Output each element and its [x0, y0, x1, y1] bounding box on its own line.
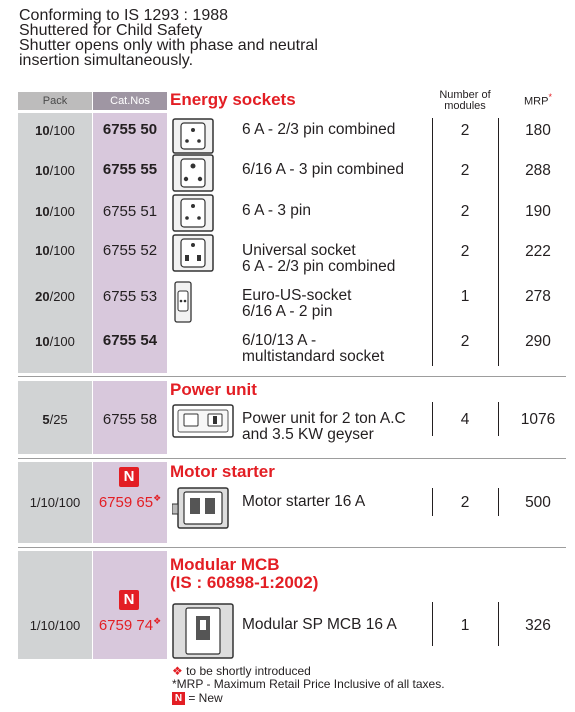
row-8-description: Modular SP MCB 16 A [242, 616, 397, 633]
divider-mrp-energy [498, 118, 499, 366]
section-title-modular-mcb: Modular MCB [170, 555, 280, 574]
intro-line-2: Shuttered for Child Safety [19, 22, 203, 39]
footnote-shortly-introduced: ❖ to be shortly introduced [172, 664, 311, 678]
row-5-pack: 10/100 [35, 334, 75, 349]
row-1-pack: 10/100 [35, 163, 75, 178]
modular-mcb-icon [172, 598, 234, 660]
row-1-cat-no: 6755 55 [102, 161, 158, 178]
intro-line-3: Shutter opens only with phase and neutral [19, 37, 318, 54]
row-5-description: 6/10/13 A - multistandard socket [242, 332, 385, 365]
row-6-modules: 4 [460, 411, 470, 428]
euro-us-socket-icon [174, 281, 192, 323]
row-1-description: 6/16 A - 3 pin combined [242, 161, 405, 178]
row-4-pack: 20/200 [35, 289, 75, 304]
row-0-description: 6 A - 2/3 pin combined [242, 121, 396, 138]
row-6-mrp: 1076 [520, 411, 556, 428]
row-4-modules: 1 [460, 288, 470, 305]
row-6-description: Power unit for 2 ton A.C and 3.5 KW geyser [242, 410, 406, 443]
row-8-pack: 1/10/100 [29, 618, 81, 633]
divider-modules-power [432, 402, 433, 436]
divider-modules-motor [432, 488, 433, 516]
row-8-cat-no: 6759 74❖ [98, 616, 162, 634]
row-0-pack: 10/100 [35, 123, 75, 138]
row-6-pack: 5/25 [42, 412, 68, 427]
power-unit-icon [172, 404, 234, 438]
section-title-mcb-standard: (IS : 60898-1:2002) [170, 573, 319, 592]
intro-line-4: insertion simultaneously. [19, 52, 194, 69]
row-1-modules: 2 [460, 162, 470, 179]
pack-column-block-mcb [18, 551, 92, 659]
divider-mrp-power [498, 402, 499, 436]
universal-socket-icon [172, 234, 214, 272]
row-4-cat-no: 6755 53 [102, 288, 158, 305]
row-5-cat-no: 6755 54 [102, 332, 158, 349]
header-mrp: MRP* [524, 92, 552, 108]
socket-3pin-icon [172, 194, 214, 232]
row-3-cat-no: 6755 52 [102, 242, 158, 259]
header-cat-nos: Cat.Nos [93, 92, 167, 110]
row-2-modules: 2 [460, 203, 470, 220]
row-8-mrp: 326 [525, 617, 551, 634]
row-2-mrp: 190 [525, 203, 551, 220]
header-modules: Number of modules [439, 89, 491, 112]
row-7-mrp: 500 [525, 494, 551, 511]
row-0-modules: 2 [460, 122, 470, 139]
row-1-mrp: 288 [525, 162, 551, 179]
divider-modules-mcb [432, 602, 433, 646]
row-7-description: Motor starter 16 A [242, 493, 366, 510]
row-7-pack: 1/10/100 [29, 495, 81, 510]
header-pack: Pack [18, 92, 92, 110]
row-4-description: Euro-US-socket 6/16 A - 2 pin [242, 287, 352, 320]
new-badge: N [119, 467, 139, 487]
row-3-modules: 2 [460, 243, 470, 260]
socket-3pin-combined-icon [172, 154, 214, 192]
row-0-mrp: 180 [525, 122, 551, 139]
new-badge-legend: N [172, 692, 185, 705]
row-3-description: Universal socket 6 A - 2/3 pin combined [242, 242, 396, 275]
socket-2-3pin-icon [172, 118, 214, 154]
new-badge: N [119, 590, 139, 610]
row-7-modules: 2 [460, 494, 470, 511]
row-4-mrp: 278 [525, 288, 551, 305]
row-2-description: 6 A - 3 pin [242, 202, 311, 219]
row-8-modules: 1 [460, 617, 470, 634]
footnote-new: N = New [172, 692, 223, 705]
divider-mrp-motor [498, 488, 499, 516]
row-3-mrp: 222 [525, 243, 551, 260]
divider-modules-energy [432, 118, 433, 366]
row-3-pack: 10/100 [35, 243, 75, 258]
section-title-energy-sockets: Energy sockets [170, 90, 296, 109]
separator-line [18, 547, 566, 548]
section-title-power-unit: Power unit [170, 380, 257, 399]
row-6-cat-no: 6755 58 [102, 411, 158, 428]
row-2-pack: 10/100 [35, 204, 75, 219]
row-2-cat-no: 6755 51 [102, 203, 158, 220]
footnote-mrp: *MRP - Maximum Retail Price Inclusive of all taxes. [172, 677, 445, 691]
divider-mrp-mcb [498, 602, 499, 646]
motor-starter-icon [172, 486, 234, 530]
row-5-modules: 2 [460, 333, 470, 350]
separator-line [18, 458, 566, 459]
row-0-cat-no: 6755 50 [102, 121, 158, 138]
row-7-cat-no: 6759 65❖ [98, 493, 162, 511]
separator-line [18, 376, 566, 377]
intro-line-1: Conforming to IS 1293 : 1988 [19, 7, 229, 24]
row-5-mrp: 290 [525, 333, 551, 350]
section-title-motor-starter: Motor starter [170, 462, 275, 481]
